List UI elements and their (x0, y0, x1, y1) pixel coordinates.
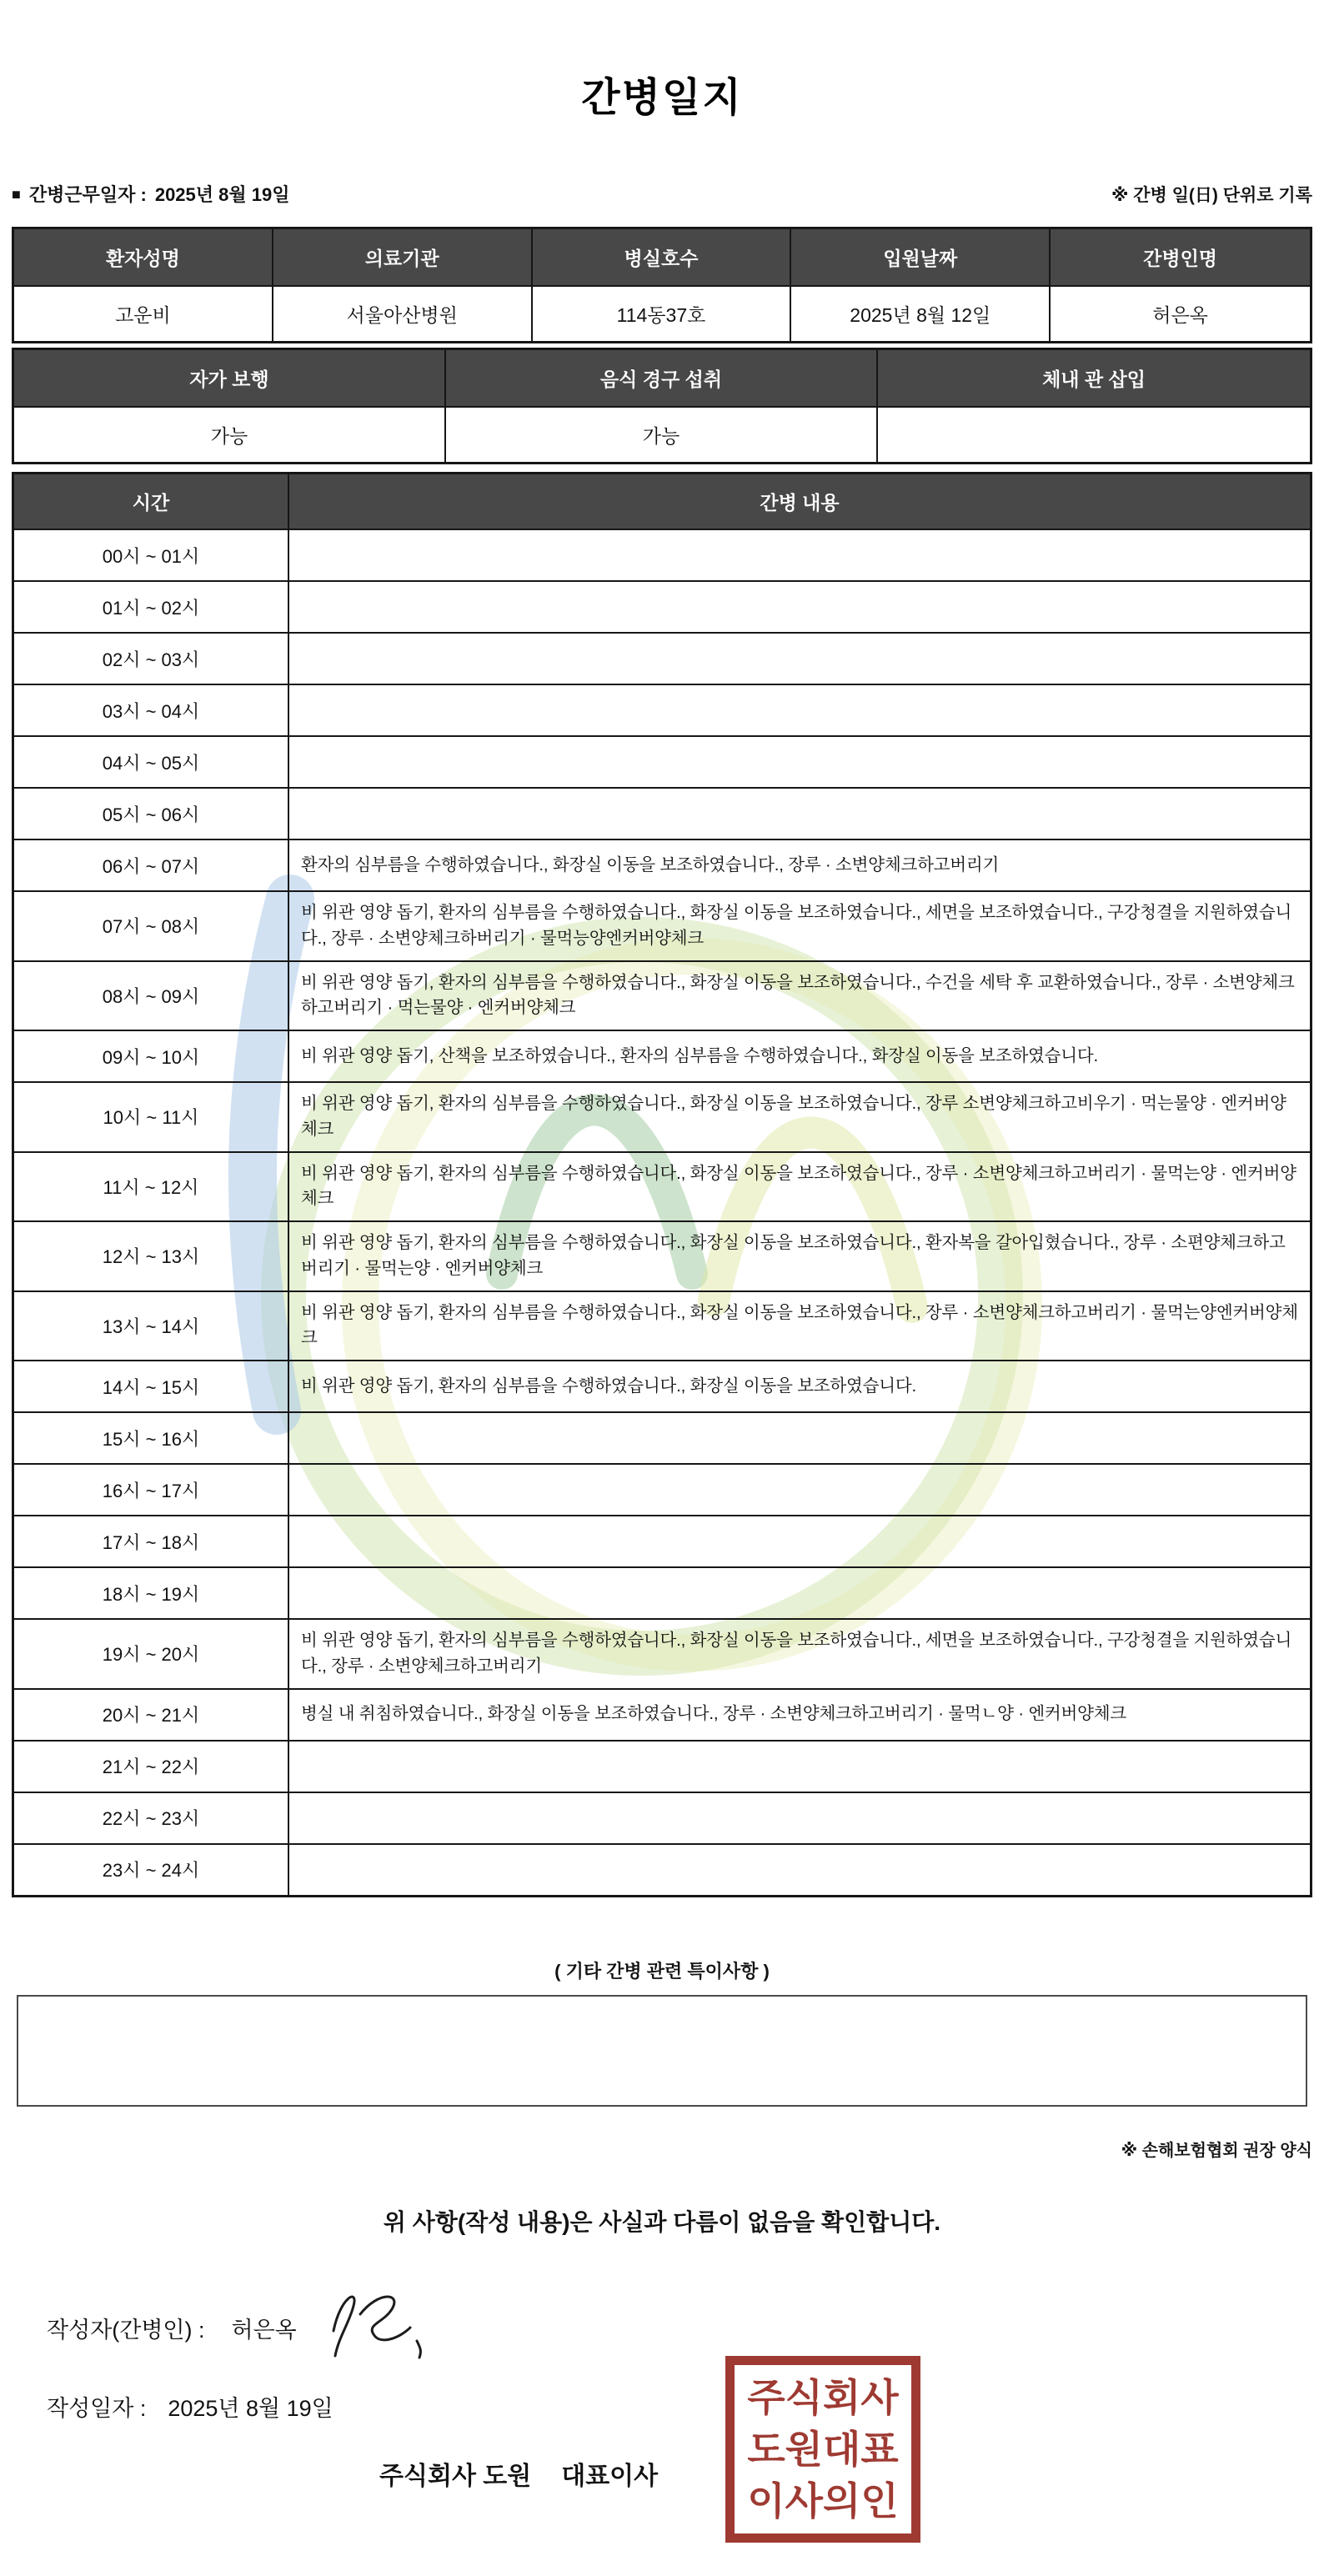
patient-info-table (12, 227, 1312, 343)
value-medical-institution: 서울아산병원 (273, 285, 533, 341)
writer-label: 작성자(간병인) : (47, 2317, 205, 2343)
work-date-value: 2025년 8월 19일 (154, 184, 290, 205)
care-content (289, 1413, 1310, 1463)
time-range: 23시 ~ 24시 (14, 1845, 289, 1895)
time-log-row (14, 684, 1310, 735)
company-line (379, 2455, 658, 2492)
time-log-row (14, 1291, 1310, 1361)
time-log-row (14, 787, 1310, 839)
confirmation-text: 위 사항(작성 내용)은 사실과 다름이 없음을 확인합니다. (383, 2208, 941, 2235)
time-range: 05시 ~ 06시 (14, 789, 289, 839)
time-log-row (14, 1740, 1310, 1792)
value-patient-name: 고운비 (14, 285, 273, 341)
care-content: 비 위관 영양 돕기, 환자의 심부름을 수행하였습니다., 화장실 이동을 보조하였습니다., 환자복을 갈아입혔습니다., 장루 · 소편양체크하고버리기 · 물먹는양 · 엔커버양체크 (301, 1233, 1286, 1278)
date-line (47, 2390, 1312, 2423)
time-range: 06시 ~ 07시 (14, 840, 289, 890)
content-column-header: 간병 내용 (289, 474, 1310, 529)
care-content: 비 위관 영양 돕기, 환자의 심부름을 수행하였습니다., 화장실 이동을 보조하였습니다., 장루 소변양체크하고비우기 · 먹는물양 · 엔커버양체크 (301, 1094, 1286, 1139)
header-tube-insertion: 체내 관 삽입 (878, 350, 1310, 406)
value-oral-intake: 가능 (446, 406, 878, 462)
value-caregiver-name: 허은옥 (1051, 285, 1310, 341)
time-log-row (14, 1151, 1310, 1221)
care-content: 비 위관 영양 돕기, 산책을 보조하였습니다., 환자의 심부름을 수행하였습니다., 화장실 이동을 보조하였습니다. (301, 1045, 1098, 1065)
handwritten-signature (318, 2283, 456, 2362)
form-note: ※ 손해보험협회 권장 양식 (1121, 2141, 1312, 2160)
care-content: 비 위관 영양 돕기, 환자의 심부름을 수행하였습니다., 화장실 이동을 보조하였습니다., 세면을 보조하였습니다., 구강청결을 지원하였습니다., 장루 · 소변양체크하고버리기 (301, 1631, 1292, 1676)
time-range: 12시 ~ 13시 (14, 1222, 289, 1291)
time-range: 03시 ~ 04시 (14, 685, 289, 735)
header-caregiver-name: 간병인명 (1051, 229, 1310, 285)
time-range: 13시 ~ 14시 (14, 1292, 289, 1361)
time-range: 01시 ~ 02시 (14, 582, 289, 632)
care-content (289, 1568, 1310, 1618)
time-log-row (14, 1030, 1310, 1081)
time-log-row (14, 735, 1310, 787)
notes-box (17, 1995, 1307, 2107)
care-content (289, 634, 1310, 684)
seal-line: 도원대표 (747, 2427, 899, 2471)
care-content (289, 1742, 1310, 1792)
time-range: 20시 ~ 21시 (14, 1690, 289, 1740)
header-room-number: 병실호수 (533, 229, 792, 285)
time-log-row (14, 960, 1310, 1030)
seal-line: 이사의인 (747, 2478, 899, 2523)
written-date-value: 2025년 8월 19일 (168, 2395, 334, 2421)
time-log-row (14, 1843, 1310, 1895)
care-content (289, 582, 1310, 632)
time-log-row (14, 529, 1310, 580)
care-content (289, 737, 1310, 787)
care-content (289, 1465, 1310, 1515)
care-content (289, 789, 1310, 839)
care-content (289, 530, 1310, 580)
care-content: 병실 내 취침하였습니다., 화장실 이동을 보조하였습니다., 장루 · 소변양체크하고버리기 · 물먹ㄴ양 · 엔커버양체크 (301, 1704, 1126, 1724)
time-log-row (14, 1792, 1310, 1843)
time-log-row (14, 1618, 1310, 1688)
time-range: 10시 ~ 11시 (14, 1083, 289, 1151)
time-range: 02시 ~ 03시 (14, 634, 289, 684)
time-range: 17시 ~ 18시 (14, 1516, 289, 1566)
time-log-row (14, 632, 1310, 684)
writer-name: 허은옥 (231, 2317, 297, 2343)
time-log-row (14, 1411, 1310, 1463)
header-patient-name: 환자성명 (14, 229, 273, 285)
time-log-row (14, 1360, 1310, 1411)
time-log-row (14, 580, 1310, 632)
time-range: 00시 ~ 01시 (14, 530, 289, 580)
notes-title: ( 기타 간병 관련 특이사항 ) (554, 1960, 770, 1982)
time-range: 04시 ~ 05시 (14, 737, 289, 787)
value-room-number: 114동37호 (533, 285, 792, 341)
care-content: 비 위관 영양 돕기, 환자의 심부름을 수행하였습니다., 화장실 이동을 보조하였습니다., 장루 · 소변양체크하고버리기 · 물먹는양 · 엔커버양체크 (301, 1163, 1296, 1209)
time-range: 07시 ~ 08시 (14, 892, 289, 960)
header-self-walking: 자가 보행 (14, 350, 446, 406)
care-content: 비 위관 영양 돕기, 환자의 심부름을 수행하였습니다., 화장실 이동을 보조하였습니다., 세면을 보조하였습니다., 구강청결을 지원하였습니다., 장루 · 소변양체크하버리기 · 물먹능양엔커버양체크 (301, 903, 1292, 948)
time-log-row (14, 1566, 1310, 1618)
square-bullet-icon: ■ (12, 185, 21, 203)
care-content (289, 1516, 1310, 1566)
care-content: 비 위관 영양 돕기, 환자의 심부름을 수행하였습니다., 화장실 이동을 보조하였습니다., 장루 · 소변양체크하고버리기 · 물먹는양엔커버양체크 (301, 1302, 1298, 1348)
care-content (289, 685, 1310, 735)
time-range: 21시 ~ 22시 (14, 1742, 289, 1792)
time-range: 09시 ~ 10시 (14, 1031, 289, 1081)
time-range: 22시 ~ 23시 (14, 1793, 289, 1843)
time-range: 18시 ~ 19시 (14, 1568, 289, 1618)
time-log-row (14, 1081, 1310, 1151)
care-content (289, 1845, 1310, 1895)
time-log-table (12, 472, 1312, 1897)
time-log-row (14, 1463, 1310, 1515)
time-range: 11시 ~ 12시 (14, 1153, 289, 1221)
header-oral-intake: 음식 경구 섭취 (446, 350, 878, 406)
header-medical-institution: 의료기관 (273, 229, 533, 285)
value-self-walking: 가능 (14, 406, 446, 462)
care-content: 비 위관 영양 돕기, 환자의 심부름을 수행하였습니다., 화장실 이동을 보조하였습니다. (301, 1376, 916, 1396)
time-range: 08시 ~ 09시 (14, 962, 289, 1030)
care-content: 비 위관 영양 돕기, 환자의 심부름을 수행하였습니다., 화장실 이동을 보조하였습니다., 수건을 세탁 후 교환하였습니다., 장루 · 소변양체크하고버리기 · 먹는물양 · 엔커버양체크 (301, 972, 1295, 1018)
care-content (289, 1793, 1310, 1843)
company-name: 주식회사 도원 (379, 2463, 532, 2490)
time-range: 15시 ~ 16시 (14, 1413, 289, 1463)
header-admission-date: 입원날짜 (791, 229, 1051, 285)
care-content: 환자의 심부름을 수행하였습니다., 화장실 이동을 보조하였습니다., 장루 · 소변양체크하고버리기 (301, 854, 1000, 875)
time-log-row (14, 1220, 1310, 1291)
condition-table (12, 348, 1312, 464)
time-log-row (14, 1515, 1310, 1566)
time-range: 19시 ~ 20시 (14, 1620, 289, 1688)
page-title: 간병일지 (581, 76, 743, 120)
company-title: 대표이사 (561, 2463, 659, 2490)
time-log-row (14, 1688, 1310, 1740)
value-tube-insertion (878, 406, 1310, 462)
time-column-header: 시간 (14, 474, 289, 529)
time-range: 16시 ~ 17시 (14, 1465, 289, 1515)
written-date-label: 작성일자 : (47, 2395, 147, 2421)
time-range: 14시 ~ 15시 (14, 1361, 289, 1411)
seal-line: 주식회사 (747, 2375, 899, 2419)
writer-line (47, 2294, 1312, 2362)
time-log-row (14, 839, 1310, 890)
work-date-label: 간병근무일자 : (28, 184, 147, 205)
unit-note: ※ 간병 일(日) 단위로 기록 (1111, 186, 1312, 205)
value-admission-date: 2025년 8월 12일 (791, 285, 1051, 341)
time-log-row (14, 890, 1310, 960)
meta-line (12, 181, 1312, 207)
